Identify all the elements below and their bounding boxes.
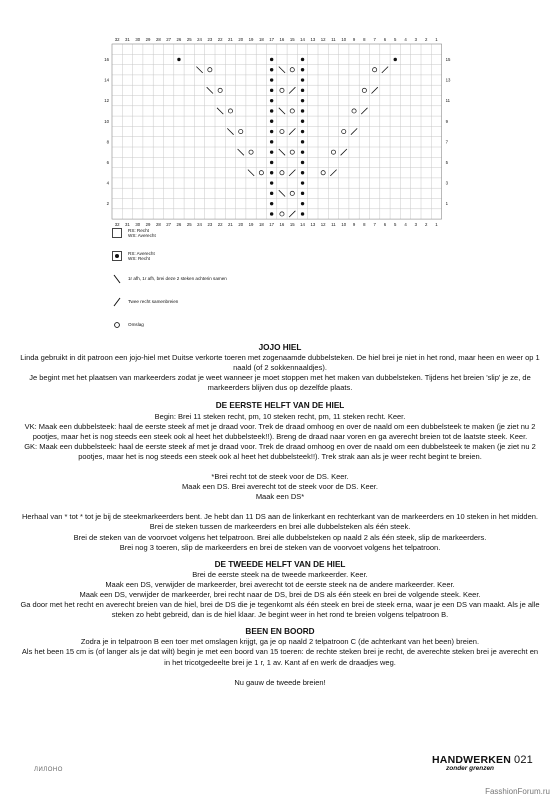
purl-dot-mark [270,78,273,81]
purl-dot-mark [270,68,273,71]
column-label: 25 [186,37,192,42]
column-label: 10 [341,222,347,228]
legend-label: RS: Averecht WS: Recht [128,250,155,261]
purl-dot-mark [301,171,304,174]
column-label: 30 [135,37,141,42]
column-label: 13 [310,222,316,228]
ssk-mark [248,170,254,176]
section-heading: DE TWEEDE HELFT VAN DE HIEL [214,559,346,569]
section-heading: DE EERSTE HELFT VAN DE HIEL [215,401,345,411]
yarn-over-mark [290,150,294,154]
yarn-over-mark [280,212,284,216]
row-label: 9 [445,118,448,124]
purl-dot-mark [270,181,273,184]
k2tog-mark [341,149,347,155]
purl-dot-mark [301,68,304,71]
column-label: 30 [135,222,141,228]
purl-dot-mark [301,181,304,184]
page-number: 021 [514,754,533,766]
ssk-mark [279,67,285,73]
paragraph: Maak een DS, verwijder de markeerder, brei averecht tot de eerste steek na de andere markeerder. Keer. [105,579,455,589]
k2tog-mark [372,87,378,93]
column-label: 17 [269,37,275,42]
purl-dot-mark [270,171,273,174]
column-label: 27 [166,37,172,42]
yarn-over-mark [218,88,222,92]
purl-dot-mark [301,120,304,123]
column-label: 4 [404,222,407,228]
column-label: 7 [373,222,376,228]
paragraph: VK: Maak een dubbelsteek: haal de eerste steek af met je draad voor. Trek de draad omhoog en over de naald om een dubbelsteek te maken (je ziet nu 2 pootjes, maar het is nog steeds een steek ook al heet het dubbelsteek!!). Breng de draad naar voren en ga averecht breien tot de laatste steek. Keer. [24,421,536,441]
purl-dot-mark [301,58,304,61]
column-label: 10 [341,37,347,42]
ssk-mark [217,108,223,114]
column-label: 3 [414,37,418,42]
purl-dot-mark [301,89,304,92]
ssk-mark [279,108,285,114]
row-label: 1 [445,201,448,207]
purl-dot-mark [301,161,304,164]
yarn-over-mark [290,109,294,113]
magazine-brand [432,754,542,772]
yarn-over-mark [290,68,294,72]
purl-dot-mark [301,212,304,215]
purl-dot-mark [301,109,304,112]
column-label: 20 [238,222,244,228]
purl-dot-mark [301,130,304,133]
column-label: 16 [279,222,285,228]
column-label: 17 [269,222,275,228]
row-label: 7 [445,139,448,145]
ssk-mark [227,128,233,134]
column-label: 31 [125,222,130,228]
column-label: 32 [114,222,120,228]
column-label: 28 [155,222,161,228]
watermark: FasshionForum.ru [485,787,550,796]
k2tog-mark [289,128,295,134]
paragraph: Brei nog 3 toeren, slip de markeerders en brei de steken van de voorvoet volgens het telpatroon. [119,542,441,552]
paragraph: Brei de steken van de voorvoet volgens het telpatroon. Brei alle dubbelsteken op naald 2 als één steek, slip de markeerders. [73,532,487,542]
purl-dot-mark [270,150,273,153]
purl-dot-mark [177,58,180,61]
backslash-icon [112,274,122,284]
column-label: 27 [166,222,172,228]
ssk-mark [207,87,213,93]
ssk-mark [279,149,285,155]
column-label: 9 [352,222,356,228]
k2tog-mark [361,108,367,114]
column-label: 21 [228,37,233,42]
row-label: 10 [104,118,109,124]
yarn-over-mark [342,129,346,133]
column-label: 5 [394,222,397,228]
row-label: 13 [445,77,451,83]
column-label: 15 [289,37,295,42]
purl-dot-mark [270,130,273,133]
paragraph: *Brei recht tot de steek voor de DS. Keer. [211,472,349,482]
purl-dot-mark [301,202,304,205]
column-label: 2 [424,222,428,228]
column-label: 11 [331,37,336,42]
row-label: 3 [445,180,448,186]
column-label: 6 [383,37,387,42]
purl-dot-mark [270,192,273,195]
legend-label: Omslag [128,322,144,328]
column-label: 22 [217,222,223,228]
paragraph: Als het been 15 cm is (of langer als je dat wilt) begin je met een boord van 15 toeren: de rechte steken brei je recht, de averechte steken brei je averecht en in het tricotgedeelte brei je 1 r, 1 av. Kant af en werk de draadjes weg. [21,647,539,667]
column-label: 29 [145,37,151,42]
purl-dot-mark [270,120,273,123]
column-label: 22 [217,37,223,42]
yarn-over-mark [352,109,356,113]
column-label: 9 [352,37,356,42]
column-label: 1 [435,222,438,228]
column-label: 8 [363,222,366,228]
column-label: 26 [176,222,182,228]
empty-square-icon [112,228,122,238]
brand-subtitle: zonder grenzen [446,765,495,772]
yarn-over-mark [239,129,243,133]
dot-icon [112,251,122,261]
column-label: 25 [186,222,192,228]
yarn-over-mark [373,68,377,72]
paragraph: Linda gebruikt in dit patroon een jojo-hiel met Duitse verkorte toeren met zogenaamde dubbelsteken. De hiel brei je niet in het rond, maar heen en weer op 1 naald (of 2 sokkennaaldjes). [20,353,540,373]
yarn-over-mark [259,171,263,175]
column-label: 13 [310,37,316,42]
column-label: 24 [197,37,202,42]
yarn-over-mark [280,88,284,92]
paragraph: Je begint met het plaatsen van markeerders zodat je weet wanneer je moet stoppen met het maken van dubbelsteken. Tijdens het breien 'slip' je ze, de markeerders blijven dus op dezelfde plaats. [29,373,531,393]
paragraph: Zodra je in telpatroon B een toer met omslagen krijgt, ga je op naald 2 telpatroon C (de achterkant van het been) breien. [80,637,480,647]
column-label: 3 [414,222,418,228]
yarn-over-mark [331,150,335,154]
k2tog-mark [289,87,295,93]
column-label: 18 [258,222,264,228]
column-label: 14 [300,37,305,42]
column-label: 18 [258,37,264,42]
yarn-over-mark [280,171,284,175]
purl-dot-mark [270,109,273,112]
column-label: 6 [383,222,387,228]
legend-label: 1r afh, 1r afh, brei deze 2 steken achterin samen [128,276,227,282]
column-label: 21 [228,222,233,228]
purl-dot-mark [270,89,273,92]
ssk-mark [279,190,285,196]
k2tog-mark [289,170,295,176]
legend-item-yo [112,318,412,332]
section-heading: JOJO HIEL [258,343,302,352]
column-label: 2 [424,37,428,42]
section-heading: BEEN EN BOORD [245,627,315,637]
article-body [18,343,542,688]
column-label: 23 [207,222,213,228]
knitting-chart-svg [96,34,466,228]
paragraph: Maak een DS, verwijder de markeerder, brei recht naar de DS, brei de DS als één steek en brei de volgende steek. Keer. [79,589,481,599]
k2tog-mark [330,170,336,176]
paragraph: Begin: Brei 11 steken recht, pm, 10 steken recht, pm, 11 steken recht. Keer. [154,411,406,421]
column-label: 12 [320,222,326,228]
purl-dot-mark [270,99,273,102]
row-label: 15 [445,56,451,62]
row-label: 6 [106,159,109,165]
column-label: 14 [300,222,305,228]
purl-dot-mark [301,150,304,153]
purl-dot-mark [270,161,273,164]
purl-dot-mark [270,202,273,205]
row-label: 16 [104,56,109,62]
k2tog-mark [351,128,357,134]
legend-item-knit [112,226,412,240]
row-label: 5 [445,159,448,165]
knitting-chart [96,34,466,228]
column-label: 20 [238,37,244,42]
yarn-over-mark [280,129,284,133]
purl-dot-mark [270,140,273,143]
purl-dot-mark [301,99,304,102]
column-label: 5 [394,37,397,42]
paragraph: Herhaal van * tot * tot je bij de steekmarkeerders bent. Je hebt dan 11 DS aan de linkerkant en rechterkant van de markeerders en 10 steken in het midden. [22,512,538,522]
paragraph: Nu gauw de tweede breien! [234,677,326,687]
row-label: 11 [445,98,451,104]
column-label: 8 [363,37,366,42]
row-label: 14 [104,77,109,83]
legend-item-purl [112,249,412,263]
legend-label: RS: Recht WS: Averecht [128,227,156,238]
column-label: 11 [331,222,336,228]
k2tog-mark [289,211,295,217]
column-label: 16 [279,37,285,42]
chart-legend [112,226,412,341]
yarn-over-mark [208,68,212,72]
column-label: 19 [248,222,254,228]
row-label: 2 [106,201,109,207]
paragraph: Ga door met het recht en averecht breien van de hiel, brei de DS die je tegenkomt als één steek en brei de steek erna, waar je een DS van maakt. Als je alle steken zo hebt gebreid, dan is de hiel klaar. Je begint weer in het rond te breien volgens telpatroon B. [20,600,540,620]
purl-dot-mark [301,192,304,195]
paragraph: GK: Maak een dubbelsteek: haal de eerste steek af met je draad voor. Trek de draad omhoog en over de naald om een dubbelsteek te maken (je ziet nu 2 pootjes, maar het is nog steeds een steek ook al heet het dubbelsteek!!). Trek strak aan als je weer recht begint te breien. [24,441,536,461]
yarn-over-mark [249,150,253,154]
purl-dot-mark [270,58,273,61]
legend-label: Twee recht samenbreien [128,299,179,305]
slash-icon [112,297,122,307]
ssk-mark [196,67,202,73]
column-label: 26 [176,37,182,42]
yarn-over-mark [290,191,294,195]
column-label: 29 [145,222,151,228]
purl-dot-mark [270,212,273,215]
legend-item-k2tog [112,295,412,309]
column-label: 19 [248,37,254,42]
column-label: 31 [125,37,130,42]
column-label: 4 [404,37,407,42]
paragraph: Brei de steken tussen de markeerders en brei alle dubbelsteken als één steek. [149,522,411,532]
purl-dot-mark [301,140,304,143]
column-label: 23 [207,37,213,42]
k2tog-mark [382,67,388,73]
column-label: 32 [114,37,120,42]
column-label: 7 [373,37,376,42]
column-label: 1 [435,37,438,42]
circle-icon [112,320,122,330]
row-label: 12 [104,98,109,104]
ssk-mark [238,149,244,155]
column-label: 24 [197,222,202,228]
legend-item-ssk [112,272,412,286]
purl-dot-mark [301,78,304,81]
footer-left-text: ЛИЛОНО [34,767,63,773]
row-label: 4 [106,180,109,186]
yarn-over-mark [362,88,366,92]
purl-dot-mark [394,58,397,61]
yarn-over-mark [321,171,325,175]
paragraph: Brei de eerste steek na de tweede markeerder. Keer. [192,569,368,579]
row-label: 8 [106,139,109,145]
brand-name: HANDWERKEN [432,754,511,766]
paragraph: Maak een DS. Brei averecht tot de steek voor de DS. Keer. [182,482,378,492]
column-label: 15 [289,222,295,228]
column-label: 12 [320,37,326,42]
yarn-over-mark [228,109,232,113]
paragraph: Maak een DS* [255,492,305,502]
column-label: 28 [155,37,161,42]
